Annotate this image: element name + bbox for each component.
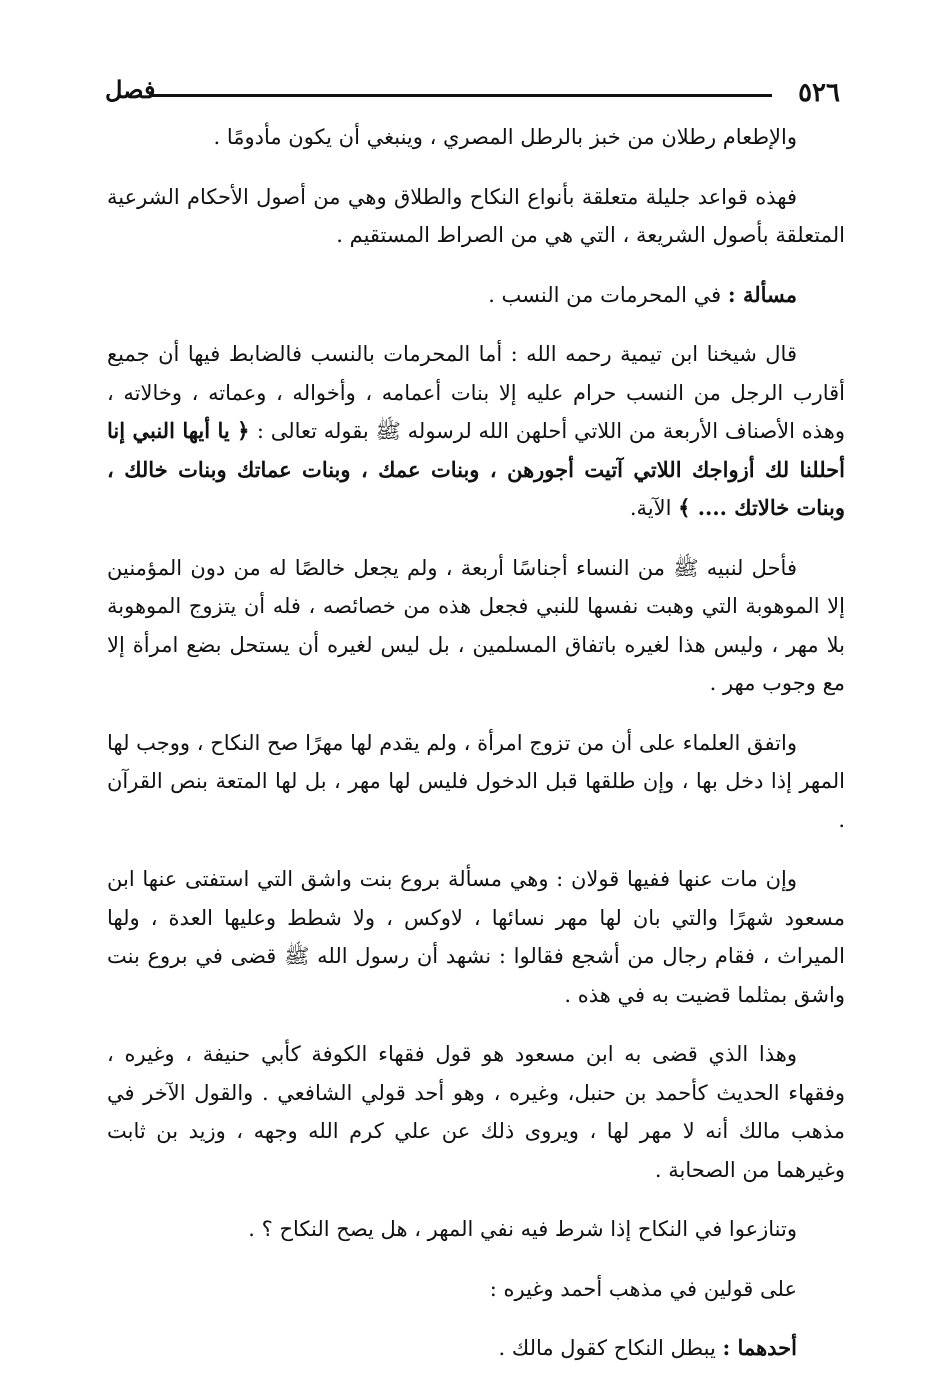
paragraph-text: وتنازعوا في النكاح إذا شرط فيه نفي المهر ، هل يصح النكاح ؟ .: [248, 1217, 797, 1241]
paragraph: [107, 1270, 845, 1309]
paragraph-text: واتفق العلماء على أن من تزوج امرأة ، ولم يقدم لها مهرًا صح النكاح ، ووجب لها المهر إذا دخل بها ، وإن طلقها قبل الدخول فليس لها مهر ، بل لها المتعة بنص القرآن .: [107, 730, 845, 832]
page-number: ٥٢٦: [798, 78, 840, 108]
paragraph-text: وهذا الذي قضى به ابن مسعود هو قول فقهاء الكوفة كأبي حنيفة ، وغيره ، وفقهاء الحديث كأحمد بن حنبل، وغيره ، وهو أحد قولي الشافعي . والقول الآخر في مذهب مالك أنه لا مهر لها ، ويروى ذلك عن علي كرم الله وجهه ، وزيد بن ثابت وغيرهما من الصحابة .: [107, 1042, 845, 1182]
paragraph-text: قال شيخنا ابن تيمية رحمه الله : أما المحرمات بالنسب فالضابط فيها أن جميع أقارب الرجل من النسب حرام عليه إلا بنات أعمامه ، وأخواله ، وعماته ، وخالاته ، وهذه الأصناف الأربعة من اللاتي أحلهن الله لرسوله ﷺ بقوله تعالى :: [107, 342, 845, 443]
paragraph-text: فهذه قواعد جليلة متعلقة بأنواع النكاح والطلاق وهي من أصول الأحكام الشرعية المتعلقة بأصول الشريعة ، التي هي من الصراط المستقيم .: [107, 184, 845, 247]
paragraph: [107, 335, 845, 528]
paragraph: [107, 549, 845, 703]
paragraph: [107, 118, 845, 157]
paragraph: [107, 724, 845, 840]
paragraph-tail: الآية.: [629, 496, 679, 520]
paragraph-text: في المحرمات من النسب .: [488, 282, 728, 307]
page-header: [105, 74, 840, 114]
issue-label: مسألة :: [727, 281, 797, 307]
paragraph-text: فأحل لنبيه ﷺ من النساء أجناسًا أربعة ، ولم يجعل خالصًا له من دون المؤمنين إلا الموهوبة التي وهبت نفسها للنبي فجعل هذه من خصائصه ، فله أن يتزوج الموهوبة بلا مهر ، وليس هذا لغيره باتفاق المسلمين ، بل ليس لغيره أن يستحل بضع امرأة إلا مع وجوب مهر .: [107, 555, 845, 695]
paragraph-text: على قولين في مذهب أحمد وغيره :: [489, 1276, 797, 1301]
section-title: فصل: [105, 75, 156, 104]
page-body: [107, 118, 845, 1389]
paragraph: [107, 276, 845, 315]
first-opinion-label: أحدهما :: [722, 1335, 797, 1360]
paragraph: [107, 178, 845, 255]
paragraph: [107, 1329, 845, 1368]
paragraph-text: والإطعام رطلان من خبز بالرطل المصري ، وينبغي أن يكون مأدومًا .: [213, 125, 797, 149]
paragraph: [107, 1210, 845, 1249]
paragraph: [107, 860, 845, 1014]
quran-quote: ﴿ يا أيها النبي إنا أحللنا لك أزواجك اللاتي آتيت أجورهن ، وبنات عمك ، وبنات عماتك وبنات خالك ، وبنات خالاتك .... ﴾: [107, 418, 845, 520]
paragraph-text: وإن مات عنها ففيها قولان : وهي مسألة بروع بنت واشق التي استفتى عنها ابن مسعود شهرًا والتي بان لها مهر نسائها ، لاوكس ، ولا شطط وعليها العدة ، ولها الميراث ، فقام رجال من أشجع فقالوا : نشهد أن رسول الله ﷺ قضى في بروع بنت واشق بمثلما قضيت به في هذه .: [107, 867, 845, 1007]
paragraph: [107, 1035, 845, 1189]
header-rule: [149, 94, 772, 97]
paragraph-text: يبطل النكاح كقول مالك .: [498, 1336, 723, 1360]
